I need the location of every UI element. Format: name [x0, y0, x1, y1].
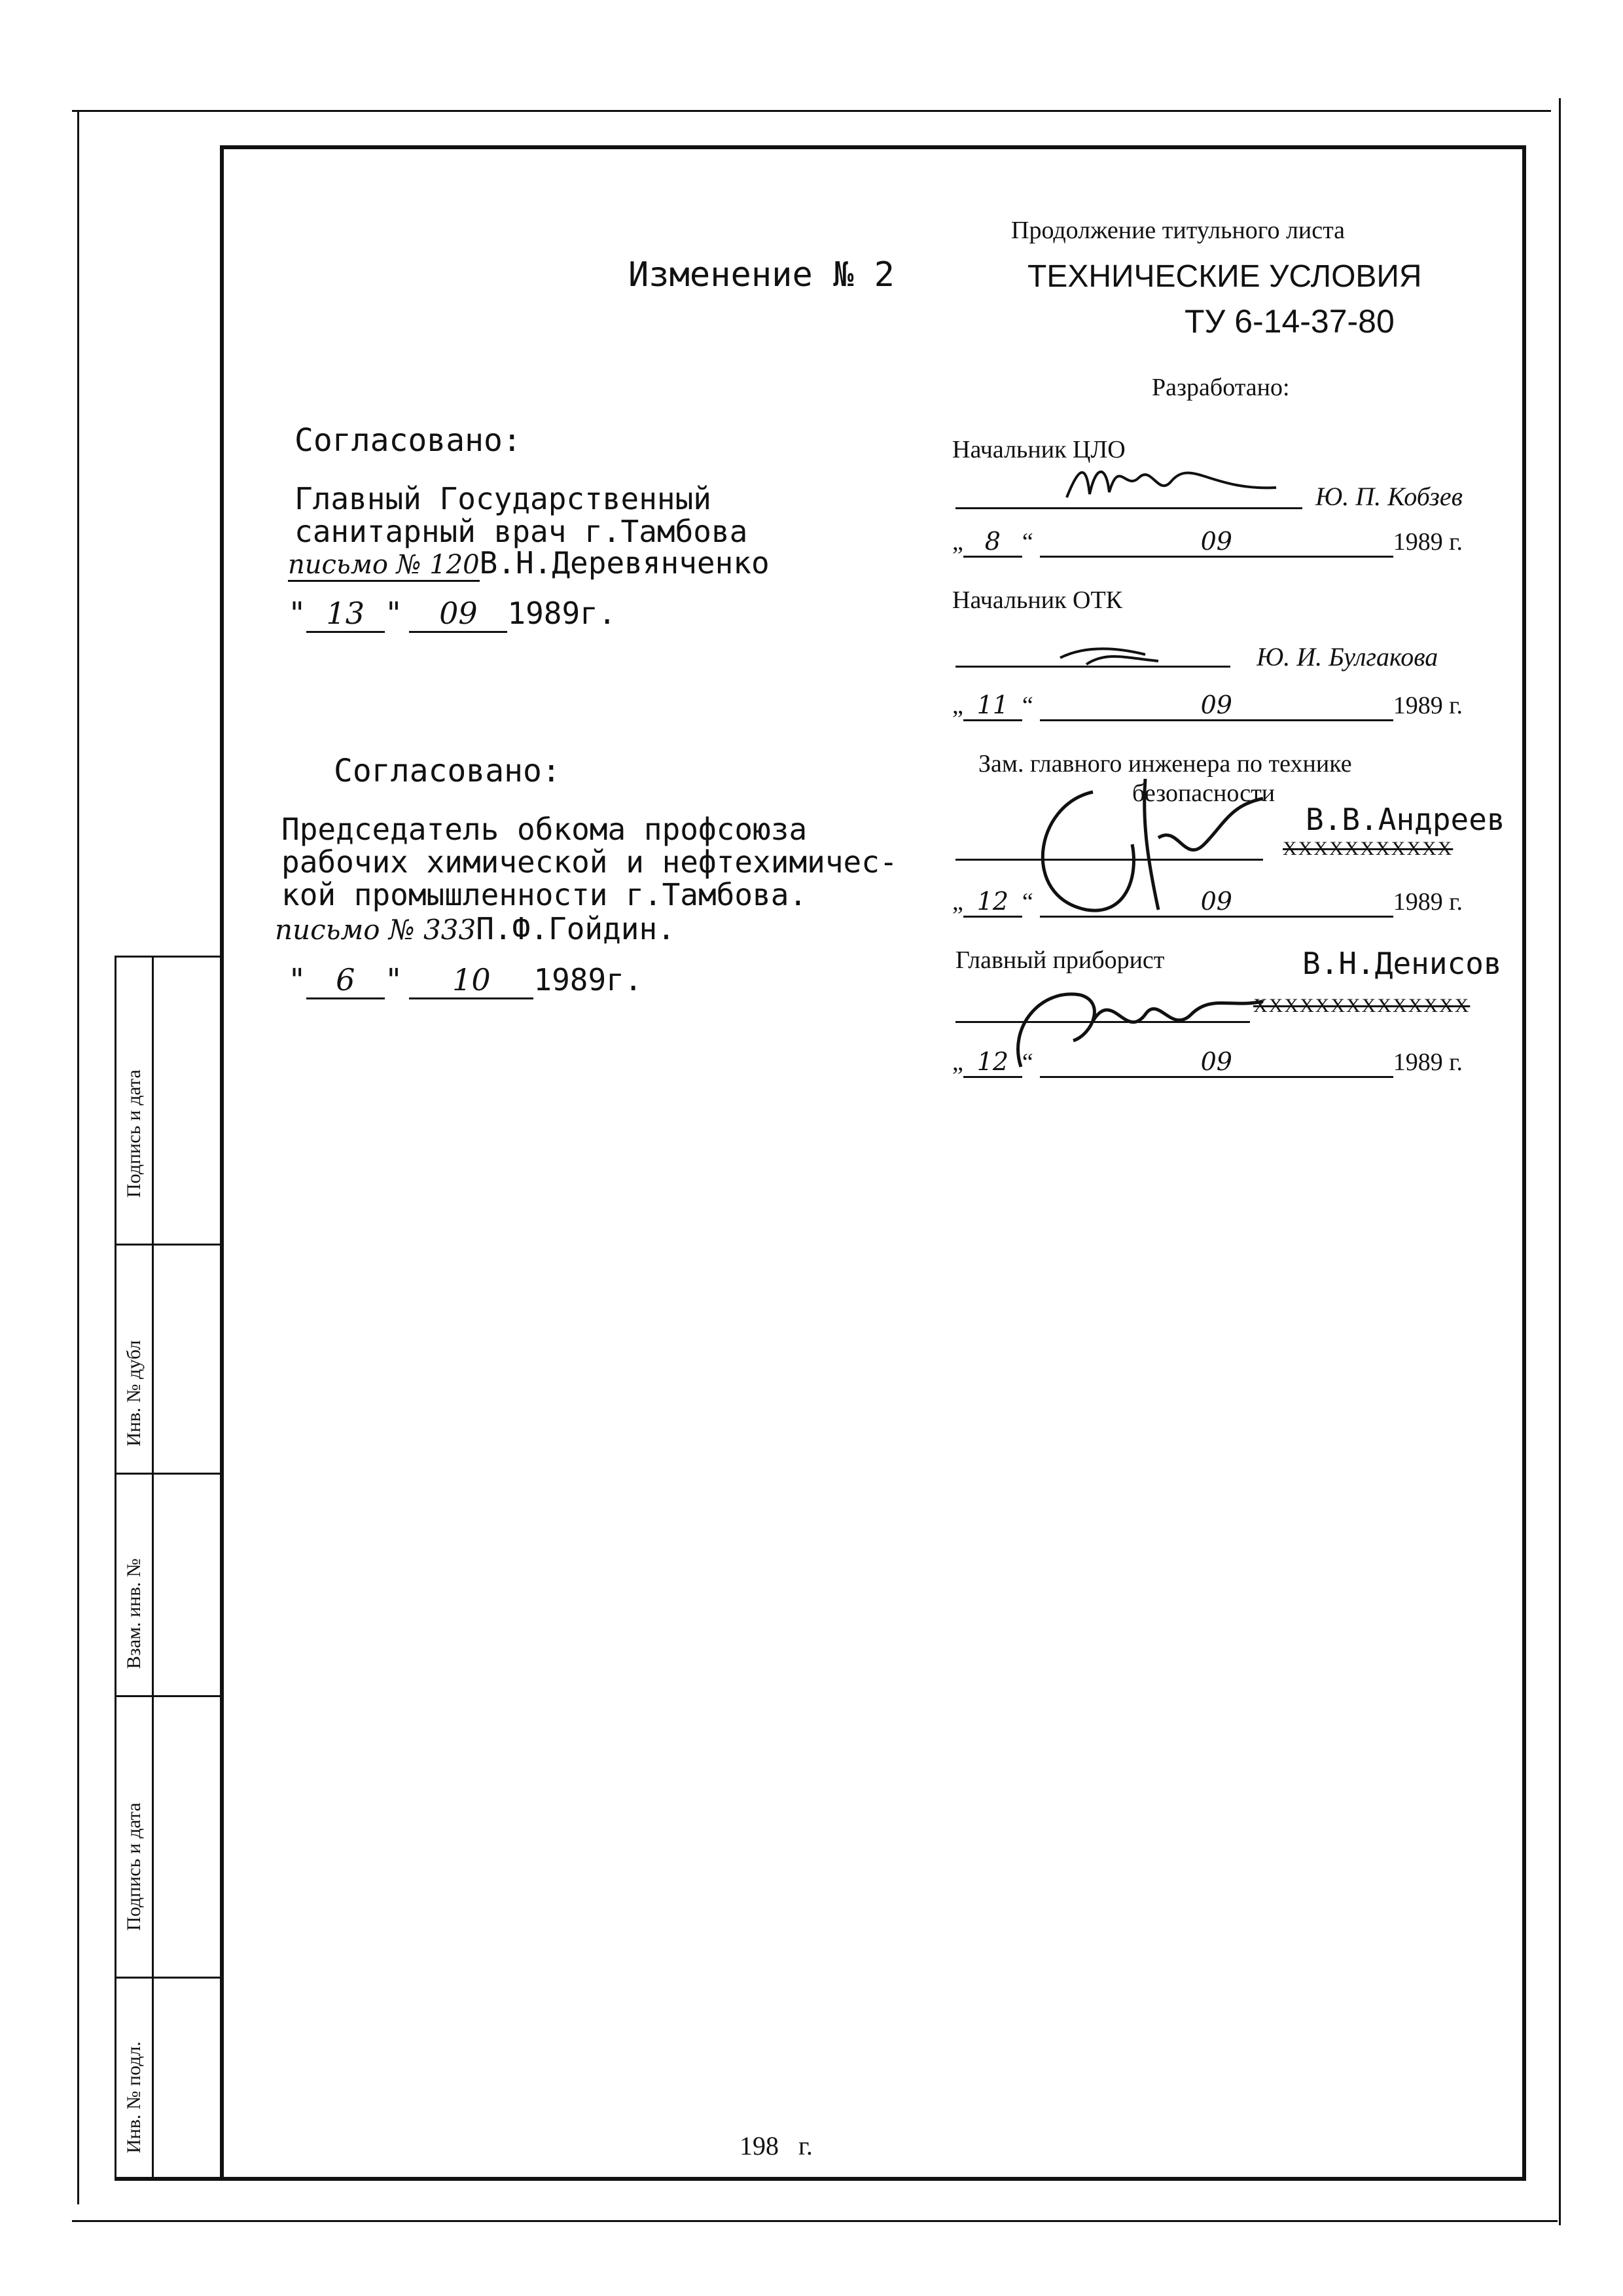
sig4-name-crossed: ХХХХХХХХХХХХХХ — [1253, 995, 1471, 1016]
agreed-heading-1: Согласовано: — [294, 422, 522, 459]
agreed-date-2-day: 6 — [306, 962, 385, 999]
sanitary-doctor-name: В.Н.Деревянченко — [479, 545, 770, 581]
letter-ref-333: письмо № 333 — [275, 914, 476, 946]
sig4-title: Главный приборист — [955, 946, 1165, 974]
frame-right — [1522, 145, 1526, 2181]
sig3-date: „ 12 “ 09 1989 г. — [952, 887, 1463, 918]
sig1-name: Ю. П. Кобзев — [1315, 482, 1463, 511]
stamp-sep-5 — [115, 1977, 223, 1979]
spec-title: ТЕХНИЧЕСКИЕ УСЛОВИЯ — [1027, 259, 1422, 294]
sig1-day: 8 — [963, 527, 1022, 558]
footer-year: 198 г. — [740, 2131, 813, 2161]
agreed-heading-2: Согласовано: — [334, 753, 561, 789]
union-line-1: Председатель обкома профсоюза — [281, 812, 808, 847]
sig3-title-line2: безопасности — [1132, 780, 1275, 807]
developed-label: Разработано: — [1152, 374, 1290, 401]
sig4-name-typed: В.Н.Денисов — [1302, 946, 1502, 981]
stamp-field-signature-date-2: Подпись и дата — [123, 1803, 145, 1931]
stamp-sep-2 — [115, 1244, 223, 1246]
stamp-field-vzam-inv: Взам. инв. № — [123, 1558, 145, 1669]
top-outer-line — [72, 110, 1551, 112]
agreed-date-1: " 13 " 09 1989г. — [288, 596, 616, 633]
stamp-inner-border — [152, 956, 154, 2179]
change-title: Изменение № 2 — [628, 255, 895, 295]
sig3-month: 09 — [1040, 887, 1393, 918]
stamp-field-inv-dubl: Инв. № дубл — [123, 1340, 145, 1446]
sig2-day: 11 — [963, 691, 1022, 721]
sig4-month: 09 — [1040, 1047, 1393, 1078]
sig1-title: Начальник ЦЛО — [952, 436, 1126, 463]
union-line-3: кой промышленности г.Тамбова. — [281, 877, 808, 912]
continuation-label: Продолжение титульного листа — [1011, 217, 1346, 244]
agreed-date-1-year: 1989г. — [507, 596, 616, 631]
stamp-left-border — [115, 956, 116, 2179]
sig3-day: 12 — [963, 887, 1022, 918]
union-letter-line — [275, 911, 675, 946]
sig4-date: „ 12 “ 09 1989 г. — [952, 1047, 1463, 1078]
union-chair-name: П.Ф.Гойдин. — [476, 911, 675, 946]
sig1-date: „ 8 “ 09 1989 г. — [952, 527, 1463, 558]
sanitary-letter-line — [288, 545, 770, 582]
agreed-date-1-month: 09 — [409, 596, 507, 633]
sig2-date: „ 11 “ 09 1989 г. — [952, 691, 1463, 721]
sig4-day: 12 — [963, 1047, 1022, 1078]
sig3-year: 1989 г. — [1393, 888, 1463, 916]
sig3-title-line1: Зам. главного инженера по технике — [978, 750, 1352, 778]
stamp-sep-1 — [115, 956, 223, 958]
right-outer-line — [1559, 98, 1561, 2225]
sig1-month: 09 — [1040, 527, 1393, 558]
sig2-name: Ю. И. Булгакова — [1257, 642, 1438, 672]
stamp-field-inv-podl: Инв. № подл. — [123, 2041, 145, 2153]
union-line-2: рабочих химической и нефтехимичес- — [281, 844, 898, 880]
agreed-date-1-day: 13 — [306, 596, 385, 633]
sig2-title: Начальник ОТК — [952, 586, 1123, 614]
letter-ref-120: письмо № 120 — [288, 550, 480, 582]
sig4-year: 1989 г. — [1393, 1049, 1463, 1076]
sanitary-doctor-line-2: санитарный врач г.Тамбова — [294, 514, 748, 549]
agreed-date-2-year: 1989г. — [533, 962, 643, 997]
sig2-signature — [1047, 638, 1178, 671]
sig1-signature — [1060, 452, 1283, 511]
stamp-sep-4 — [115, 1695, 223, 1697]
sanitary-doctor-line-1: Главный Государственный — [294, 481, 711, 516]
agreed-date-2-month: 10 — [409, 962, 533, 999]
sig3-name-crossed: ХХХХХХХХХХХ — [1283, 838, 1454, 859]
spec-number: ТУ 6-14-37-80 — [1185, 303, 1395, 340]
sig1-year: 1989 г. — [1393, 528, 1463, 556]
frame-top — [221, 145, 1525, 149]
stamp-sep-3 — [115, 1473, 223, 1475]
sig2-year: 1989 г. — [1393, 692, 1463, 719]
frame-bottom — [115, 2177, 1526, 2181]
stamp-field-signature-date-1: Подпись и дата — [123, 1069, 145, 1198]
left-outer-line — [77, 110, 79, 2204]
bottom-outer-line — [72, 2220, 1558, 2222]
frame-left — [220, 145, 224, 2181]
sig2-month: 09 — [1040, 691, 1393, 721]
sig3-name-typed: В.В.Андреев — [1306, 802, 1505, 837]
agreed-date-2: " 6 " 10 1989г. — [288, 962, 643, 999]
